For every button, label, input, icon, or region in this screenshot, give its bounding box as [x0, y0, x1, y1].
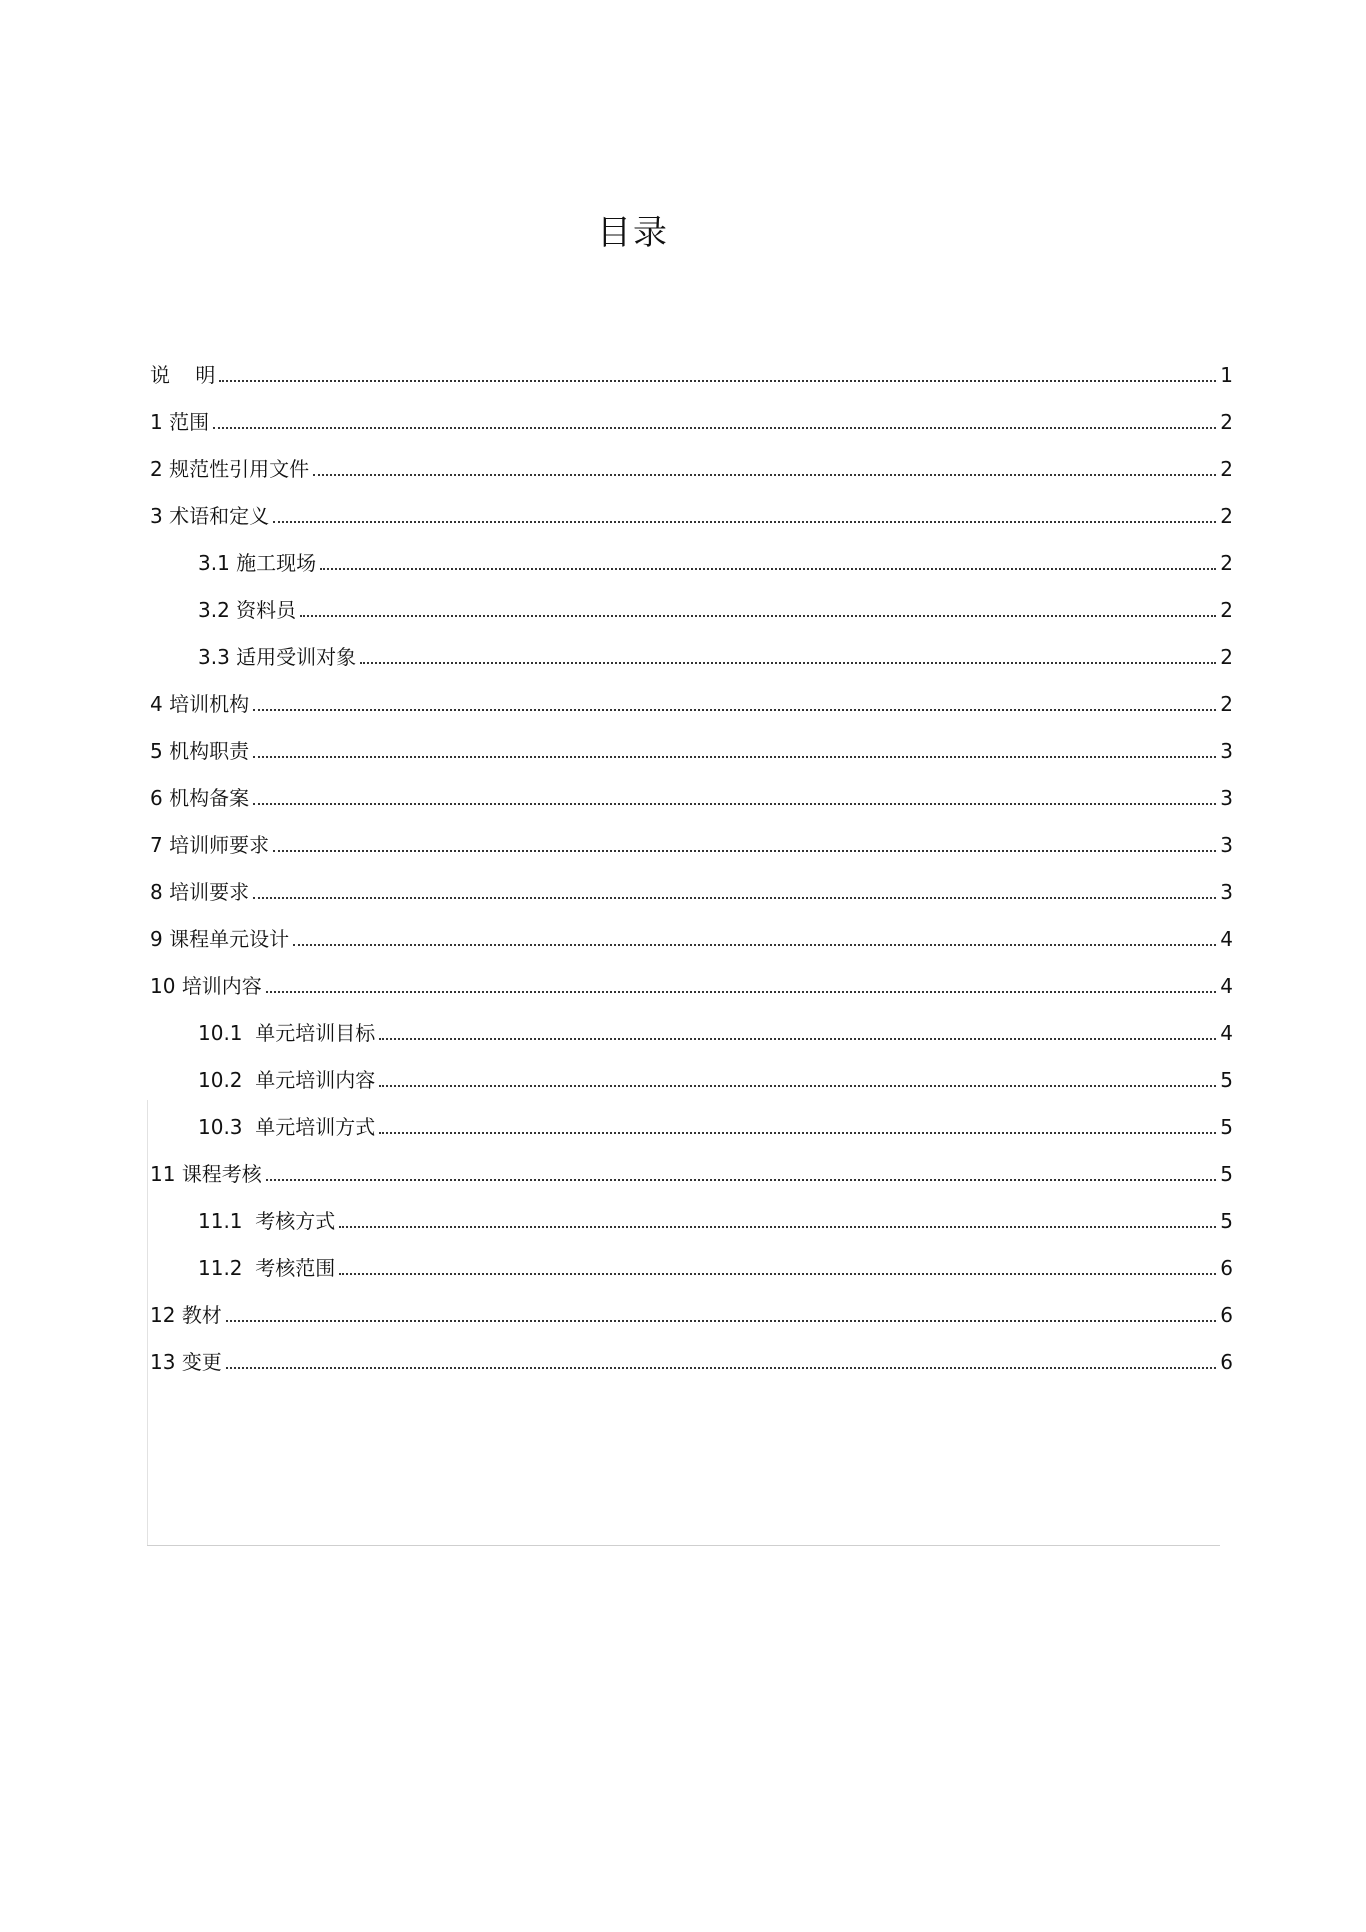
toc-entry-page: 2	[1220, 410, 1233, 434]
toc-entry-page: 6	[1220, 1303, 1233, 1327]
toc-entry[interactable]	[150, 672, 1233, 719]
toc-dot-leader	[339, 1226, 1216, 1228]
toc-entry-label: 资料员	[236, 598, 297, 622]
toc-entry-label: 培训机构	[169, 692, 250, 716]
toc-entry-page: 3	[1220, 833, 1233, 857]
toc-entry-number: 4	[150, 692, 170, 716]
toc-dot-leader	[339, 1273, 1216, 1275]
toc-entry-page: 5	[1220, 1209, 1233, 1233]
toc-entry-number: 10.1	[198, 1021, 256, 1045]
toc-subentry[interactable]	[150, 531, 1233, 578]
toc-entry-number: 6	[150, 786, 170, 810]
toc-dot-leader	[266, 1179, 1216, 1181]
toc-entry-number: 2	[150, 457, 170, 481]
toc-entry-label: 教材	[181, 1303, 222, 1327]
toc-entry-number: 说 明	[150, 363, 216, 387]
toc-entry-label: 变更	[181, 1350, 222, 1374]
toc-entry-label: 规范性引用文件	[169, 457, 310, 481]
toc-entry-number: 13	[150, 1350, 182, 1374]
toc-entry[interactable]	[150, 719, 1233, 766]
toc-dot-leader	[313, 474, 1216, 476]
frame-border-left	[147, 1100, 148, 1545]
toc-entry-label: 培训师要求	[169, 833, 270, 857]
toc-entry-page: 5	[1220, 1115, 1233, 1139]
toc-entry-label: 考核范围	[255, 1256, 336, 1280]
toc-entry-page: 2	[1220, 598, 1233, 622]
toc-entry-label: 培训内容	[181, 974, 262, 998]
toc-entry-number: 9	[150, 927, 170, 951]
toc-entry-label: 范围	[169, 410, 210, 434]
toc-dot-leader	[379, 1132, 1216, 1134]
toc-entry-page: 2	[1220, 551, 1233, 575]
toc-dot-leader	[253, 756, 1216, 758]
toc-dot-leader	[253, 709, 1216, 711]
toc-entry-label: 适用受训对象	[236, 645, 357, 669]
toc-dot-leader	[273, 850, 1216, 852]
toc-entry[interactable]	[150, 1142, 1233, 1189]
toc-entry[interactable]	[150, 343, 1233, 390]
toc-entry-label: 培训要求	[169, 880, 250, 904]
toc-entry-label: 课程单元设计	[169, 927, 290, 951]
toc-entry[interactable]	[150, 954, 1233, 1001]
toc-dot-leader	[253, 803, 1216, 805]
toc-dot-leader	[253, 897, 1216, 899]
toc-entry-number: 1	[150, 410, 170, 434]
toc-entry-page: 3	[1220, 786, 1233, 810]
frame-border-bottom	[147, 1545, 1220, 1546]
toc-entry-page: 4	[1220, 1021, 1233, 1045]
toc-entry[interactable]	[150, 1283, 1233, 1330]
toc-entry-page: 5	[1220, 1068, 1233, 1092]
toc-entry-number: 11.2	[198, 1256, 256, 1280]
toc-dot-leader	[219, 380, 1216, 382]
toc-entry-label: 考核方式	[255, 1209, 336, 1233]
toc-entry[interactable]	[150, 390, 1233, 437]
toc-dot-leader	[379, 1085, 1216, 1087]
page-title: 目录	[597, 213, 669, 253]
toc-entry-page: 3	[1220, 739, 1233, 763]
toc-entry-number: 10.3	[198, 1115, 256, 1139]
toc-dot-leader	[293, 944, 1216, 946]
toc-dot-leader	[266, 991, 1216, 993]
toc-entry-number: 10.2	[198, 1068, 256, 1092]
toc-entry-page: 1	[1220, 363, 1233, 387]
toc-dot-leader	[213, 427, 1216, 429]
toc-entry-label: 术语和定义	[169, 504, 270, 528]
toc-dot-leader	[226, 1320, 1216, 1322]
toc-entry-page: 2	[1220, 504, 1233, 528]
toc-entry-page: 4	[1220, 927, 1233, 951]
toc-entry-page: 2	[1220, 457, 1233, 481]
toc-subentry[interactable]	[150, 1095, 1233, 1142]
toc-entry-page: 2	[1220, 645, 1233, 669]
toc-entry[interactable]	[150, 1330, 1233, 1377]
toc-entry-page: 5	[1220, 1162, 1233, 1186]
toc-entry-number: 8	[150, 880, 170, 904]
toc-dot-leader	[226, 1367, 1216, 1369]
toc-entry[interactable]	[150, 860, 1233, 907]
toc-entry-label: 单元培训内容	[255, 1068, 376, 1092]
toc-subentry[interactable]	[150, 1001, 1233, 1048]
toc-subentry[interactable]	[150, 1048, 1233, 1095]
toc-entry-page: 3	[1220, 880, 1233, 904]
toc-entry[interactable]	[150, 437, 1233, 484]
toc-entry-page: 2	[1220, 692, 1233, 716]
toc-subentry[interactable]	[150, 578, 1233, 625]
toc-entry-label: 单元培训目标	[255, 1021, 376, 1045]
toc-entry-label: 机构备案	[169, 786, 250, 810]
toc-entry-number: 12	[150, 1303, 182, 1327]
toc-entry-label: 施工现场	[236, 551, 317, 575]
toc-entry[interactable]	[150, 813, 1233, 860]
toc-entry-label: 课程考核	[181, 1162, 262, 1186]
toc-dot-leader	[320, 568, 1216, 570]
toc-dot-leader	[360, 662, 1216, 664]
toc-entry-number: 3.2	[198, 598, 237, 622]
toc-list	[150, 343, 1233, 1377]
toc-entry-number: 11.1	[198, 1209, 256, 1233]
toc-entry-number: 3.1	[198, 551, 237, 575]
toc-entry[interactable]	[150, 484, 1233, 531]
toc-entry-number: 3.3	[198, 645, 237, 669]
toc-entry[interactable]	[150, 766, 1233, 813]
toc-dot-leader	[379, 1038, 1216, 1040]
toc-subentry[interactable]	[150, 1236, 1233, 1283]
toc-entry-page: 6	[1220, 1350, 1233, 1374]
toc-entry-number: 11	[150, 1162, 182, 1186]
toc-entry-page: 4	[1220, 974, 1233, 998]
toc-entry-number: 5	[150, 739, 170, 763]
toc-subentry[interactable]	[150, 625, 1233, 672]
toc-subentry[interactable]	[150, 1189, 1233, 1236]
toc-entry-label: 机构职责	[169, 739, 250, 763]
toc-entry-page: 6	[1220, 1256, 1233, 1280]
toc-entry-number: 7	[150, 833, 170, 857]
toc-entry-number: 10	[150, 974, 182, 998]
toc-entry-label: 单元培训方式	[255, 1115, 376, 1139]
toc-dot-leader	[300, 615, 1216, 617]
toc-entry[interactable]	[150, 907, 1233, 954]
toc-entry-number: 3	[150, 504, 170, 528]
toc-dot-leader	[273, 521, 1216, 523]
